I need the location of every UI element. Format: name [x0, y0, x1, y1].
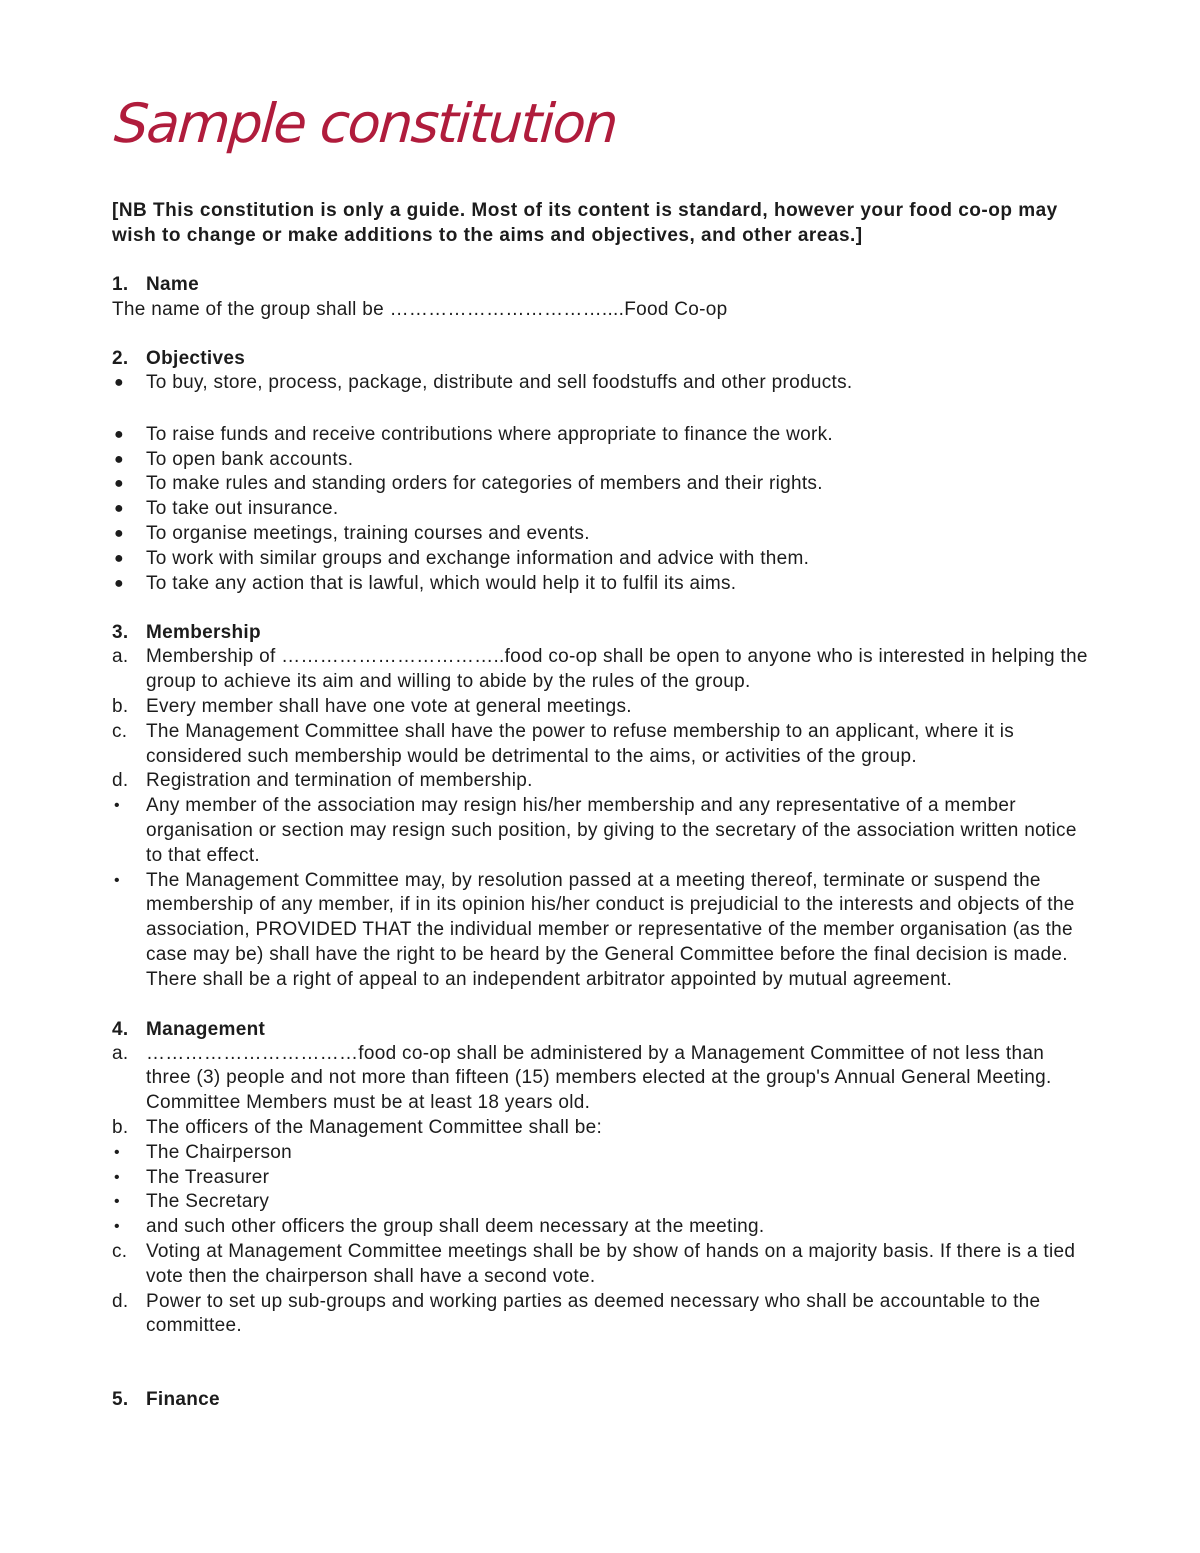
section-heading — [112, 620, 1092, 645]
bullet-icon: • — [114, 1143, 120, 1161]
bullet-icon: ● — [114, 574, 124, 592]
bullet-icon: ● — [114, 475, 124, 493]
list-gap — [112, 396, 1092, 423]
bullet-icon: ● — [114, 425, 124, 443]
section-heading — [112, 272, 1092, 297]
section-title: Management — [146, 1018, 266, 1040]
list-marker: c. — [112, 1240, 128, 1262]
section-name — [112, 272, 1092, 322]
section-objectives — [112, 346, 1092, 596]
list-item: ● To make rules and standing orders for categories of members and their rights. — [112, 472, 1092, 497]
section-number: 3. — [112, 622, 129, 644]
list-item: • The Secretary — [112, 1190, 1092, 1215]
section-membership — [112, 620, 1092, 992]
section-heading — [112, 1387, 1092, 1412]
list-item: • The Management Committee may, by resolution passed at a meeting thereof, terminate or suspend the membership of any member, if in its opinion his/her conduct is prejudicial to the interests and objects of the association, PROVIDED THAT the individual member or representative of the member organisation (as the case may be) shall have the right to be heard by the General Committee before the final decision is made. There shall be a right of appeal to an independent arbitrator appointed by mutual agreement. — [112, 869, 1092, 993]
section-heading — [112, 346, 1092, 371]
management-list — [112, 1042, 1092, 1340]
list-item: ● To work with similar groups and exchange information and advice with them. — [112, 547, 1092, 572]
name-text: The name of the group shall be ……………………………....Food Co-op — [112, 299, 728, 320]
nb-note: [NB This constitution is only a guide. Most of its content is standard, however your food co-op may wish to change or make additions to the aims and objectives, and other areas.] — [112, 200, 1058, 246]
section-number: 2. — [112, 348, 129, 369]
list-item: • and such other officers the group shall deem necessary at the meeting. — [112, 1215, 1092, 1240]
list-item: a. Membership of ……………………………..food co-op shall be open to anyone who is interested in helping the group to achieve its aim and willing to abide by the rules of the group. — [112, 645, 1092, 695]
list-marker: d. — [112, 770, 129, 792]
list-item: d. Registration and termination of membership. — [112, 769, 1092, 794]
list-marker: a. — [112, 646, 129, 668]
list-item: b. The officers of the Management Committee shall be: — [112, 1116, 1092, 1141]
list-item: c. Voting at Management Committee meetings shall be by show of hands on a majority basis. If there is a tied vote then the chairperson shall have a second vote. — [112, 1240, 1092, 1290]
document-page — [112, 88, 1092, 1412]
bullet-icon: ● — [114, 374, 124, 391]
section-number: 1. — [112, 274, 129, 295]
list-item: • The Treasurer — [112, 1166, 1092, 1191]
document-title: Sample constitution — [112, 92, 619, 155]
list-marker: b. — [112, 1116, 129, 1138]
list-item: ● To raise funds and receive contributions where appropriate to finance the work. — [112, 423, 1092, 448]
section-title: Objectives — [146, 348, 246, 369]
list-item: d. Power to set up sub-groups and working parties as deemed necessary who shall be accountable to the committee. — [112, 1290, 1092, 1340]
bullet-icon: ● — [114, 549, 124, 567]
section-title: Finance — [146, 1389, 220, 1411]
list-item: • The Chairperson — [112, 1141, 1092, 1166]
section-title: Name — [146, 274, 199, 295]
list-marker: d. — [112, 1290, 129, 1312]
list-item: ● To organise meetings, training courses and events. — [112, 522, 1092, 547]
objectives-list — [112, 371, 1092, 596]
bullet-icon: • — [114, 1168, 120, 1186]
list-marker: a. — [112, 1042, 129, 1064]
section-number: 5. — [112, 1389, 129, 1411]
list-marker: b. — [112, 695, 129, 717]
bullet-icon: • — [114, 871, 120, 889]
list-item: ● To take any action that is lawful, which would help it to fulfil its aims. — [112, 572, 1092, 597]
bullet-icon: • — [114, 1193, 120, 1211]
bullet-icon: ● — [114, 524, 124, 542]
list-item: a. ……………………………food co-op shall be administered by a Management Committee of not less than three (3) people and not more than fifteen (15) members elected at the group's Annual General Meeting. Committee Members must be at least 18 years old. — [112, 1042, 1092, 1116]
list-marker: c. — [112, 720, 128, 742]
bullet-icon: ● — [114, 500, 124, 518]
list-item: ● To buy, store, process, package, distribute and sell foodstuffs and other products. — [112, 371, 1092, 396]
bullet-icon: • — [114, 797, 120, 815]
section-heading — [112, 1017, 1092, 1042]
bullet-icon: ● — [114, 450, 124, 468]
section-finance — [112, 1387, 1092, 1412]
membership-list — [112, 645, 1092, 992]
list-item: ● To take out insurance. — [112, 497, 1092, 522]
section-management — [112, 1017, 1092, 1340]
list-item: b. Every member shall have one vote at general meetings. — [112, 695, 1092, 720]
list-item: ● To open bank accounts. — [112, 448, 1092, 473]
section-number: 4. — [112, 1018, 129, 1040]
bullet-icon: • — [114, 1218, 120, 1236]
list-item: • Any member of the association may resign his/her membership and any representative of a member organisation or section may resign such position, by giving to the secretary of the association written notice to that effect. — [112, 794, 1092, 868]
section-title: Membership — [146, 622, 261, 644]
list-item: c. The Management Committee shall have the power to refuse membership to an applicant, where it is considered such membership would be detrimental to the aims, or activities of the group. — [112, 720, 1092, 770]
